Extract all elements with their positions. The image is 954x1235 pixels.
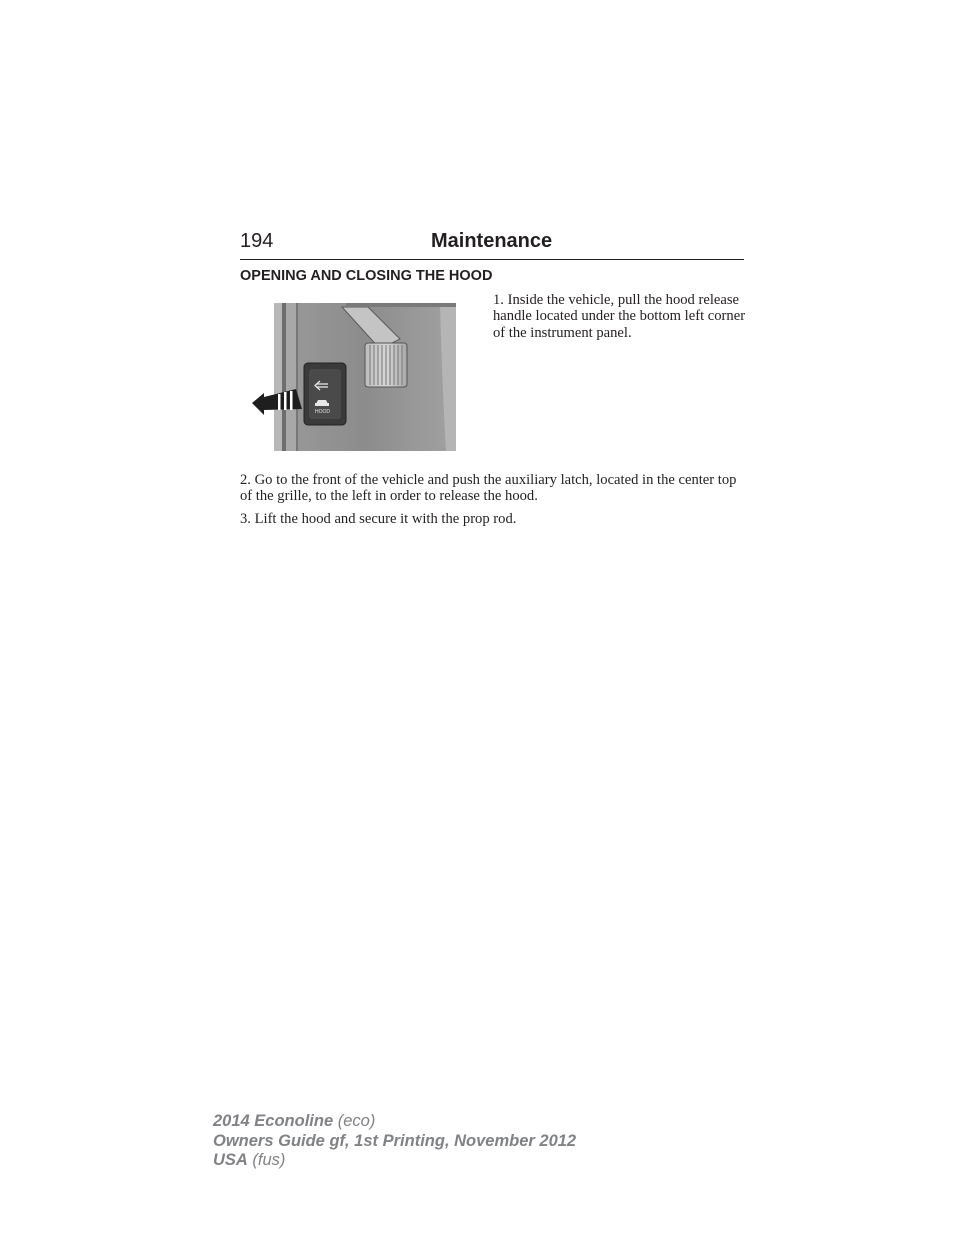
step-2-text: 2. Go to the front of the vehicle and push the auxiliary latch, located in the center top of the grille, to the left in order to release the hood. [240, 472, 737, 505]
step-3-text: 3. Lift the hood and secure it with the prop rod. [240, 511, 517, 527]
hood-release-illustration [250, 303, 456, 451]
footer-printing: Owners Guide gf, 1st Printing, November 2012 [213, 1131, 577, 1150]
page-header [240, 229, 744, 260]
footer-model: 2014 Econoline [213, 1112, 334, 1130]
hood-handle-label: HOOD [315, 409, 330, 415]
footer-market-code: (fus) [247, 1151, 286, 1169]
page-footer [213, 1112, 576, 1171]
hood-release-drawing [250, 303, 456, 451]
section-heading: OPENING AND CLOSING THE HOOD [240, 268, 493, 284]
footer-market: USA [213, 1151, 248, 1169]
step-1-text: 1. Inside the vehicle, pull the hood release handle located under the bottom left corner of the instrument panel. [493, 292, 746, 341]
footer-line-2 [213, 1132, 576, 1152]
footer-line-3 [213, 1151, 576, 1171]
page-number: 194 [240, 230, 274, 252]
chapter-title: Maintenance [431, 230, 553, 252]
footer-model-code: (eco) [333, 1112, 376, 1130]
footer-line-1 [213, 1112, 576, 1132]
